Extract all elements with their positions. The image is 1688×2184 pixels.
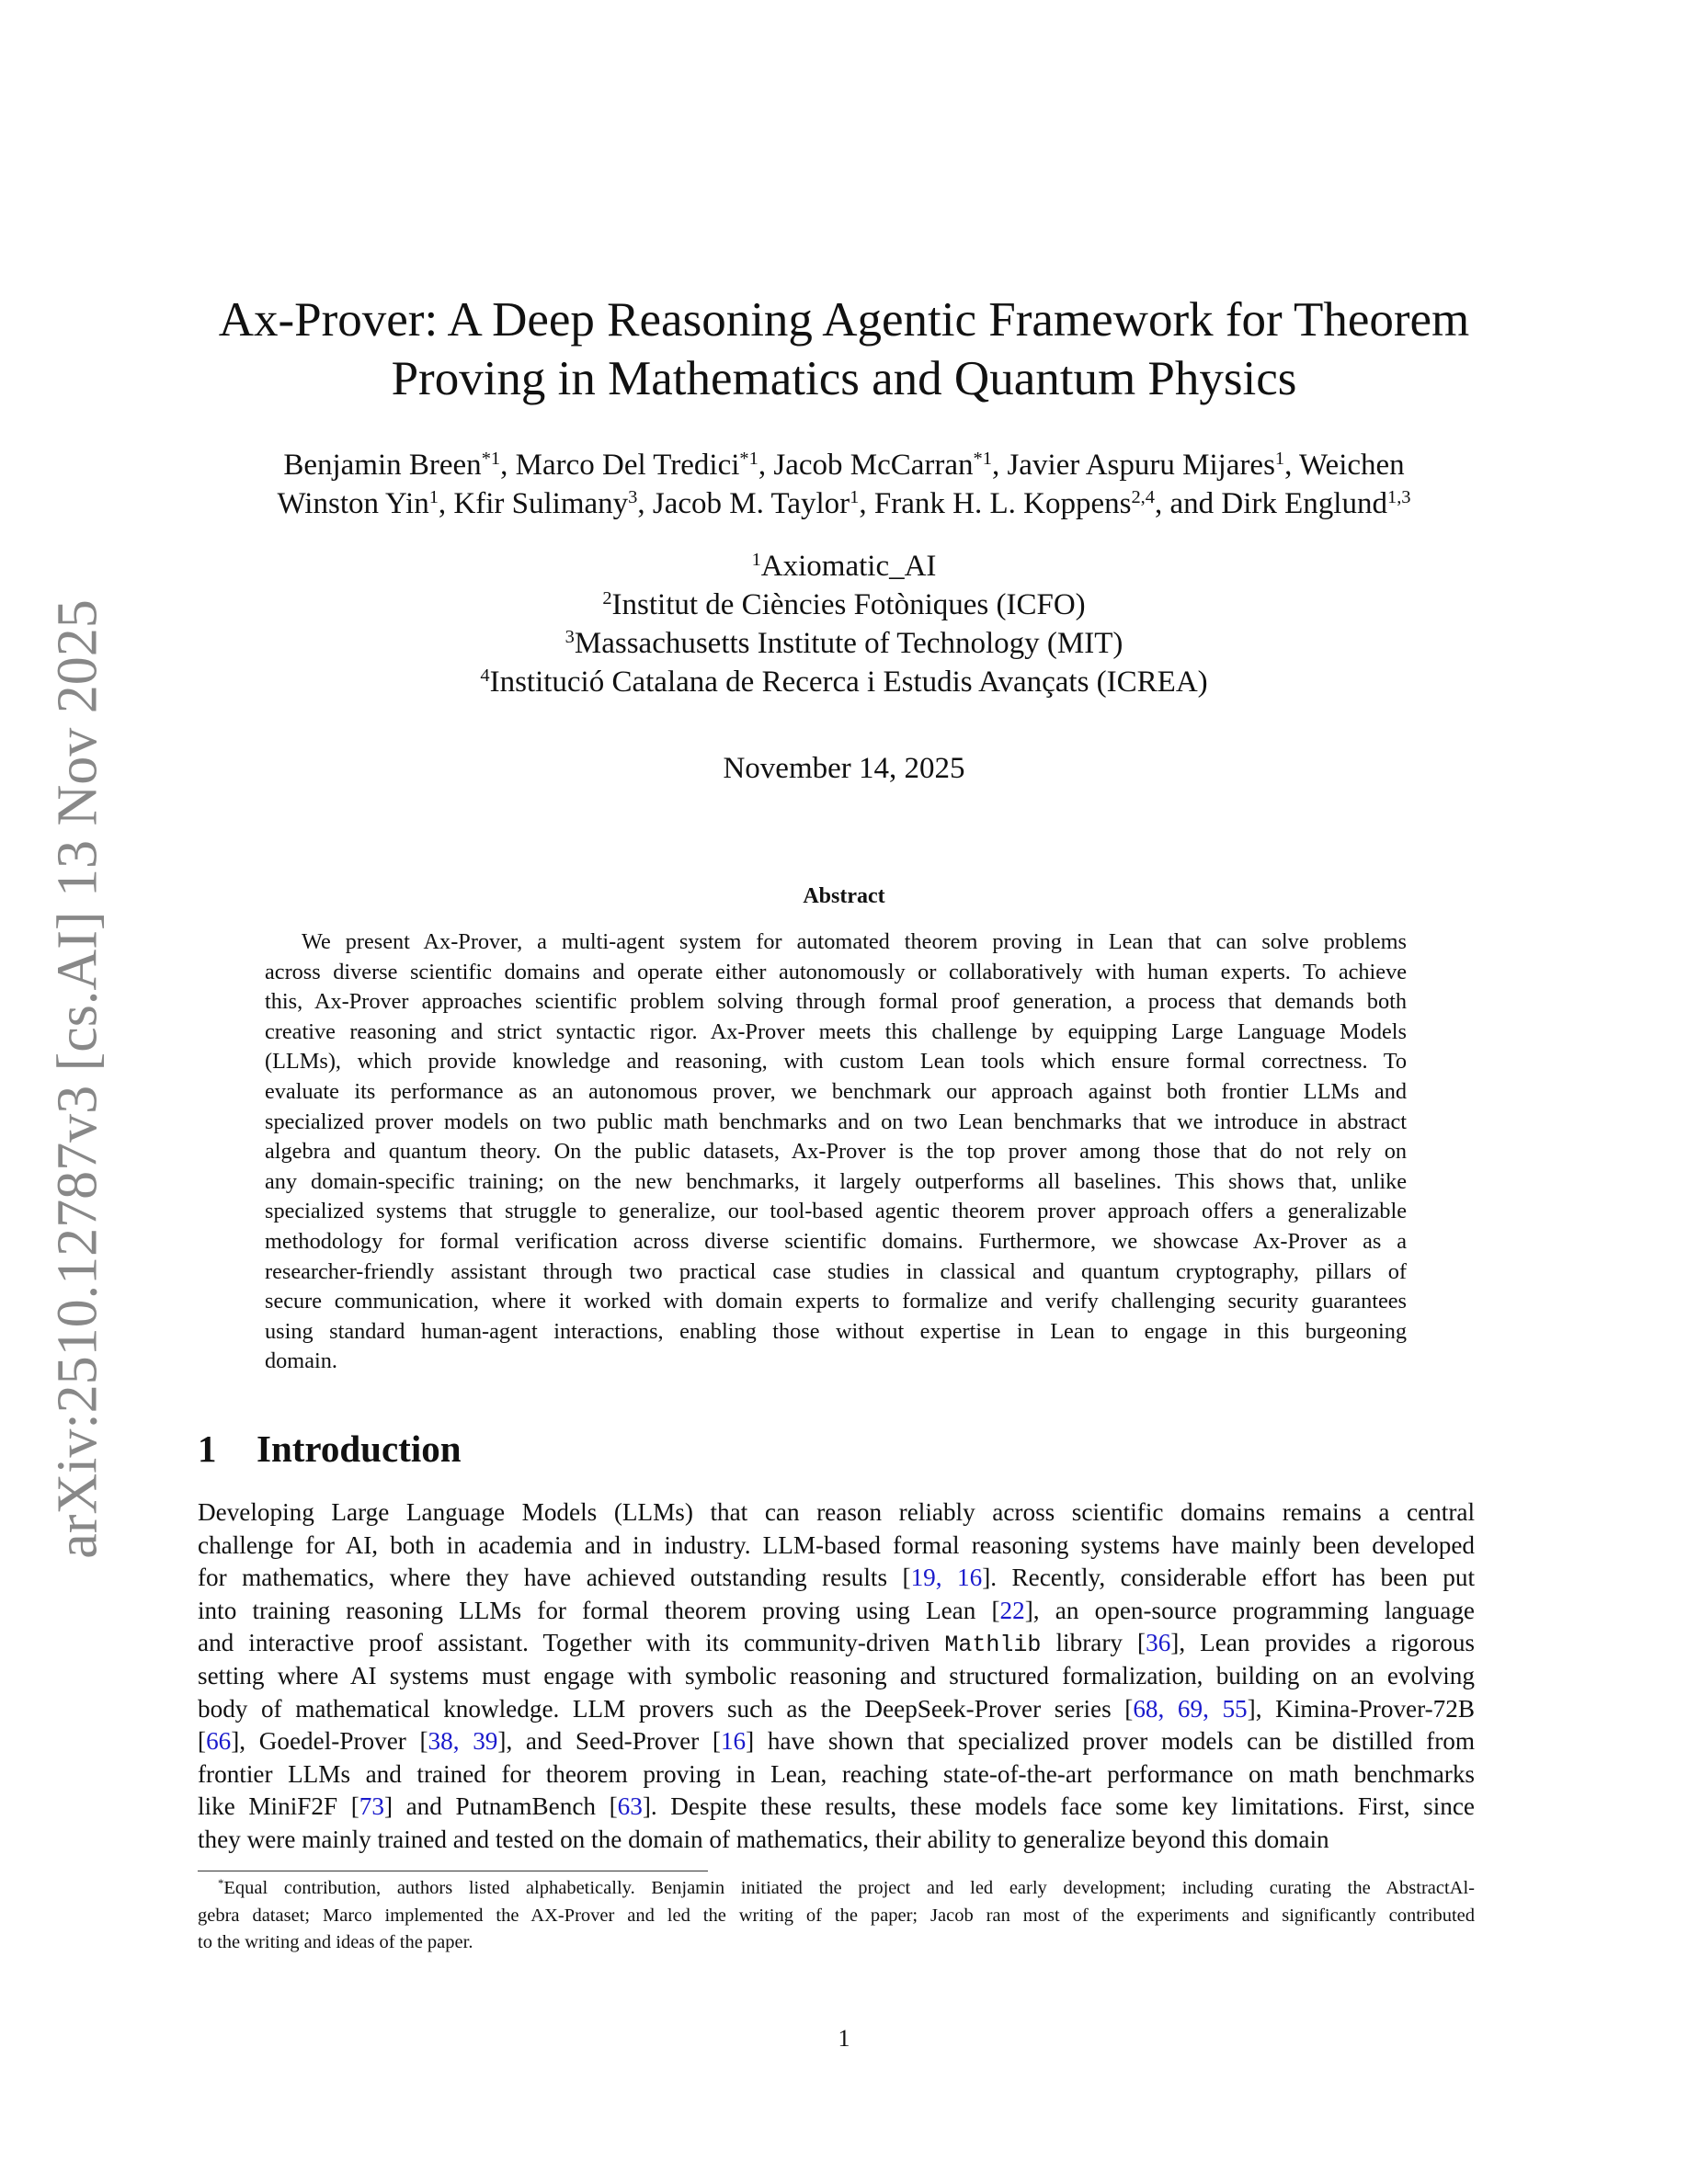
text-run: creative reasoning and strict syntactic rigor. Ax-Prover meets this challenge by equipping Large Language Models xyxy=(265,1018,1407,1044)
text-run: , Jacob M. Taylor xyxy=(637,487,850,520)
superscript: 1,3 xyxy=(1386,486,1411,507)
text-run: We present Ax-Prover, a multi-agent system for automated theorem proving in Lean that can solve problems xyxy=(302,929,1407,954)
text-run: methodology for formal verification across diverse scientific domains. Furthermore, we showcase Ax-Prover as a xyxy=(265,1229,1407,1254)
text-run: ], Kimina-Prover-72B xyxy=(1247,1694,1475,1723)
body-line xyxy=(198,1826,1475,1854)
abstract-line xyxy=(265,1199,1407,1224)
text-run: ]. Despite these results, these models face some key limitations. First, since xyxy=(642,1792,1475,1821)
citation-link[interactable]: 68, 69, 55 xyxy=(1133,1694,1248,1723)
text-run: for mathematics, where they have achieved outstanding results [ xyxy=(198,1564,911,1592)
citation-link[interactable]: 63 xyxy=(617,1792,643,1821)
affiliation-line xyxy=(0,588,1688,622)
abstract-line xyxy=(265,1139,1407,1165)
text-run: evaluate its performance as an autonomous prover, we benchmark our approach against both frontier LLMs and xyxy=(265,1079,1407,1104)
superscript: 4 xyxy=(480,665,490,686)
abstract-line xyxy=(265,1019,1407,1045)
abstract-line xyxy=(265,1169,1407,1195)
abstract-line xyxy=(265,1289,1407,1314)
abstract-line xyxy=(265,989,1407,1015)
citation-link[interactable]: 73 xyxy=(359,1792,384,1821)
text-run: library [ xyxy=(1041,1629,1146,1657)
superscript: 3 xyxy=(628,486,638,507)
author-line xyxy=(0,487,1688,521)
text-run: algebra and quantum theory. On the public datasets, Ax-Prover is the top prover among those that do not rely on xyxy=(265,1139,1407,1165)
text-run: Axiomatic_AI xyxy=(760,550,937,583)
text-run: specialized systems that struggle to generalize, our tool-based agentic theorem prover approach offers a generalizable xyxy=(265,1199,1407,1224)
abstract-line xyxy=(265,929,1407,955)
text-run: they were mainly trained and tested on the domain of mathematics, their ability to generalize beyond this domain xyxy=(198,1826,1329,1853)
superscript: *1 xyxy=(739,448,758,469)
body-line xyxy=(198,1695,1475,1723)
superscript: *1 xyxy=(481,448,501,469)
text-run: specialized prover models on two public math benchmarks and on two Lean benchmarks that we introduce in abstract xyxy=(265,1109,1407,1134)
text-run: ] and PutnamBench [ xyxy=(383,1792,618,1821)
body-line xyxy=(198,1564,1475,1592)
text-run: Winston Yin xyxy=(277,487,429,520)
text-run: and interactive proof assistant. Together with its community-driven xyxy=(198,1629,945,1657)
text-run: (LLMs), which provide knowledge and reasoning, with custom Lean tools which ensure formal correctness. To xyxy=(265,1049,1407,1075)
author-line xyxy=(0,449,1688,483)
abstract-line xyxy=(265,1229,1407,1255)
text-run: like MiniF2F [ xyxy=(198,1792,359,1821)
text-run: challenge for AI, both in academia and in industry. LLM-based formal reasoning systems have mainly been developed xyxy=(198,1530,1475,1559)
text-run: using standard human-agent interactions, enabling those without expertise in Lean to engage in this burgeoning xyxy=(265,1318,1407,1344)
text-run: ], and Seed-Prover [ xyxy=(497,1727,721,1756)
superscript: 3 xyxy=(565,626,575,647)
text-run: Developing Large Language Models (LLMs) that can reason reliably across scientific domains remains a central xyxy=(198,1498,1475,1526)
superscript: *1 xyxy=(973,448,992,469)
citation-link[interactable]: 16 xyxy=(720,1727,747,1756)
citation-link[interactable]: 38, 39 xyxy=(428,1727,498,1756)
body-line xyxy=(198,1629,1475,1658)
text-run: gebra dataset; Marco implemented the AX-Prover and led the writing of the paper; Jacob ran most of the experiments and significantly contributed xyxy=(198,1905,1475,1926)
affiliation-line xyxy=(0,627,1688,661)
text-run: , Javier Aspuru Mijares xyxy=(991,449,1275,482)
paper-date: November 14, 2025 xyxy=(723,752,965,785)
title-line: Proving in Mathematics and Quantum Physics xyxy=(391,352,1297,405)
text-run: , and Dirk Englund xyxy=(1155,487,1387,520)
superscript: 1 xyxy=(428,486,439,507)
citation-link[interactable]: 22 xyxy=(999,1596,1025,1624)
arxiv-stamp: arXiv:2510.12787v3 [cs.AI] 13 Nov 2025 xyxy=(46,599,109,1559)
text-run: into training reasoning LLMs for formal theorem proving using Lean [ xyxy=(198,1596,1000,1624)
superscript: 2,4 xyxy=(1131,486,1155,507)
text-run: ], Lean provides a rigorous xyxy=(1170,1629,1475,1657)
text-run: this, Ax-Prover approaches scientific problem solving through formal proof generation, a process that demands both xyxy=(265,989,1407,1015)
superscript: 1 xyxy=(1274,448,1285,469)
text-run: to the writing and ideas of the paper. xyxy=(198,1932,473,1952)
body-line xyxy=(198,1531,1475,1560)
text-run: setting where AI systems must engage with symbolic reasoning and structured formalization, building on an evolving xyxy=(198,1662,1475,1689)
body-line xyxy=(198,1662,1475,1690)
text-run: , Jacob McCarran xyxy=(758,449,974,482)
text-run: , Weichen xyxy=(1284,449,1405,482)
text-run: Benjamin Breen xyxy=(283,449,482,482)
body-line xyxy=(198,1597,1475,1625)
text-run: ], an open-source programming language xyxy=(1024,1596,1475,1624)
body-line xyxy=(198,1760,1475,1789)
text-run: researcher-friendly assistant through two practical case studies in classical and quantum cryptography, pillars of xyxy=(265,1258,1407,1284)
text-run: [ xyxy=(198,1727,207,1756)
citation-link[interactable]: 36 xyxy=(1146,1629,1171,1657)
abstract-line xyxy=(265,1079,1407,1105)
body-line xyxy=(198,1498,1475,1527)
text-run: Massachusetts Institute of Technology (MIT) xyxy=(574,627,1123,660)
code-text: Mathlib xyxy=(944,1632,1042,1659)
text-run: body of mathematical knowledge. LLM provers such as the DeepSeek-Prover series [ xyxy=(198,1694,1134,1723)
text-run: secure communication, where it worked with domain experts to formalize and verify challenging security guarantees xyxy=(265,1289,1407,1314)
section-heading xyxy=(198,1427,462,1471)
text-run: frontier LLMs and trained for theorem proving in Lean, reaching state-of-the-art performance on math benchmarks xyxy=(198,1759,1475,1788)
footnote-line xyxy=(198,1878,1475,1899)
text-run: across diverse scientific domains and operate either autonomously or collaboratively with human experts. To achieve xyxy=(265,959,1407,984)
affiliation-line xyxy=(0,665,1688,700)
superscript: * xyxy=(218,1877,224,1891)
affiliation-line xyxy=(0,550,1688,584)
abstract-line xyxy=(265,1049,1407,1075)
section-number: 1 xyxy=(198,1428,217,1470)
text-run: , Marco Del Tredici xyxy=(500,449,740,482)
superscript: 1 xyxy=(850,486,860,507)
text-run: , Kfir Sulimany xyxy=(438,487,629,520)
body-line xyxy=(198,1792,1475,1821)
abstract-line xyxy=(265,1259,1407,1285)
text-run: any domain-specific training; on the new benchmarks, it largely outperforms all baselines. This shows that, unlike xyxy=(265,1168,1407,1194)
section-title: Introduction xyxy=(257,1428,462,1470)
text-run: ], Goedel-Prover [ xyxy=(231,1727,428,1756)
text-run: ] have shown that specialized prover models can be distilled from xyxy=(746,1727,1476,1756)
abstract-line xyxy=(265,1109,1407,1135)
text-run: , Frank H. L. Koppens xyxy=(859,487,1132,520)
title-line: Ax-Prover: A Deep Reasoning Agentic Framework for Theorem xyxy=(218,293,1470,347)
text-run: Institut de Ciències Fotòniques (ICFO) xyxy=(611,588,1086,621)
abstract-line xyxy=(265,1319,1407,1345)
abstract-line xyxy=(265,960,1407,985)
text-run: Institució Catalana de Recerca i Estudis Avançats (ICREA) xyxy=(489,665,1208,699)
citation-link[interactable]: 19, 16 xyxy=(910,1564,983,1592)
body-line xyxy=(198,1727,1475,1756)
superscript: 2 xyxy=(602,587,612,609)
abstract-line xyxy=(265,1348,1407,1374)
text-run: ]. Recently, considerable effort has been put xyxy=(982,1564,1475,1592)
text-run: domain. xyxy=(265,1348,337,1374)
footnote-line xyxy=(198,1905,1475,1927)
abstract-heading: Abstract xyxy=(803,884,885,908)
footnote-line xyxy=(198,1932,1475,1953)
text-run: Equal contribution, authors listed alphabetically. Benjamin initiated the project and led early development; including curating the AbstractAl- xyxy=(223,1878,1475,1898)
citation-link[interactable]: 66 xyxy=(206,1727,232,1756)
superscript: 1 xyxy=(751,549,761,570)
page-number: 1 xyxy=(838,2025,850,2052)
